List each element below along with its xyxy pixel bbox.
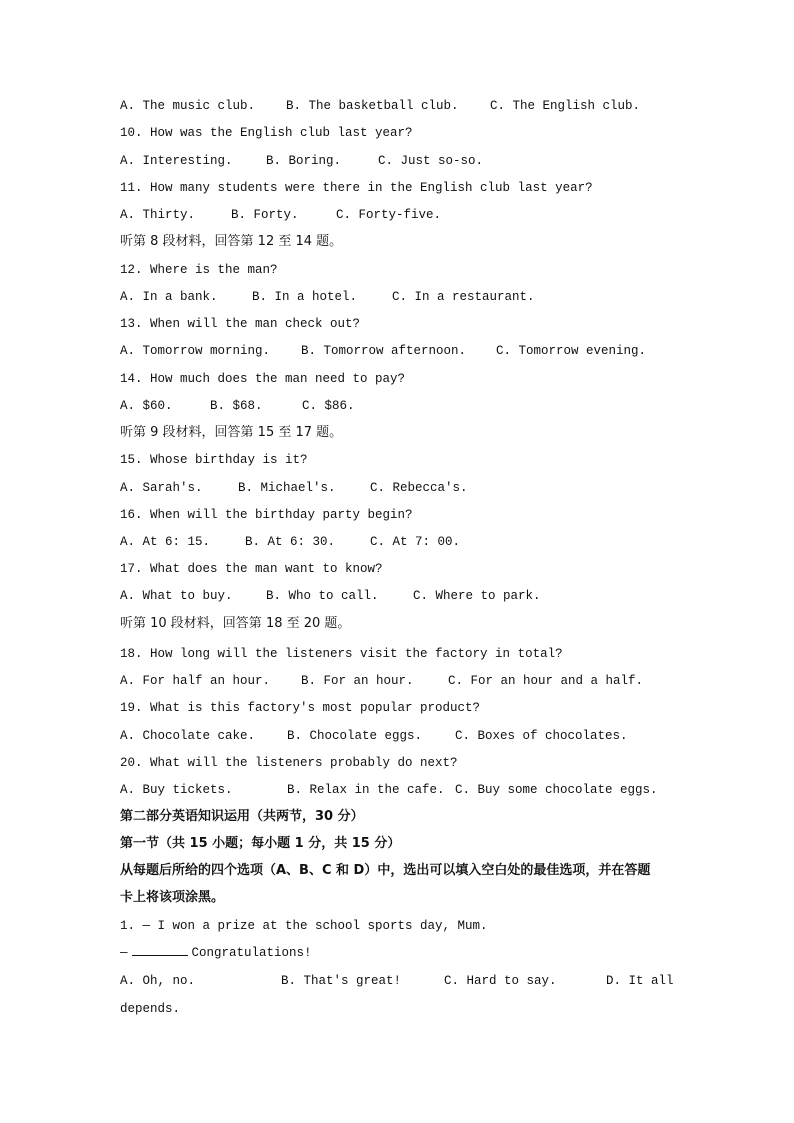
question-text: 19. What is this factory's most popular product?	[120, 701, 481, 715]
option-text: A. $60.	[120, 399, 173, 413]
question-text: 16. When will the birthday party begin?	[120, 508, 413, 522]
option-text: B. Who to call.	[266, 589, 379, 603]
option-text: B. $68.	[210, 399, 263, 413]
question-text: 17. What does the man want to know?	[120, 562, 383, 576]
option-text: C. The English club.	[490, 99, 641, 113]
option-text: B. At 6: 30.	[245, 535, 336, 549]
question-text: 13. When will the man check out?	[120, 317, 361, 331]
option-text: B. Boring.	[266, 154, 342, 168]
option-text: C. Tomorrow evening.	[496, 344, 647, 358]
option-text: B. That's great!	[281, 974, 402, 988]
question-text: 18. How long will the listeners visit the factory in total?	[120, 647, 563, 661]
option-text: C. For an hour and a half.	[448, 674, 644, 688]
question-text: 1. — I won a prize at the school sports day, Mum.	[120, 919, 488, 933]
option-text: B. For an hour.	[301, 674, 414, 688]
option-text: B. Tomorrow afternoon.	[301, 344, 467, 358]
option-text: B. In a hotel.	[252, 290, 358, 304]
option-text: C. Rebecca's.	[370, 481, 468, 495]
option-text: A. The music club.	[120, 99, 256, 113]
option-text: A. For half an hour.	[120, 674, 271, 688]
section-instruction: 第二部分英语知识运用（共两节，30 分）	[120, 809, 364, 824]
answer-blank	[132, 945, 188, 956]
option-text: A. At 6: 15.	[120, 535, 211, 549]
option-text: B. Forty.	[231, 208, 299, 222]
dash: —	[120, 946, 128, 960]
option-text: A. Chocolate cake.	[120, 729, 256, 743]
option-text: B. Relax in the cafe.	[287, 783, 445, 797]
section-instruction: 卡上将该项涂黑。	[120, 890, 225, 905]
section-instruction: 从每题后所给的四个选项（A、B、C 和 D）中，选出可以填入空白处的最佳选项，并在答题	[120, 863, 651, 878]
option-text: A. In a bank.	[120, 290, 218, 304]
option-text: C. In a restaurant.	[392, 290, 535, 304]
question-text: 12. Where is the man?	[120, 263, 278, 277]
option-text: A. Interesting.	[120, 154, 233, 168]
option-text: C. Forty-five.	[336, 208, 442, 222]
option-text: C. At 7: 00.	[370, 535, 461, 549]
dialogue-text: Congratulations!	[191, 946, 312, 960]
option-text: C. Buy some chocolate eggs.	[455, 783, 658, 797]
question-text: depends.	[120, 1002, 181, 1016]
option-text: B. Chocolate eggs.	[287, 729, 423, 743]
dialogue-blank-line	[120, 945, 312, 961]
option-text: C. Hard to say.	[444, 974, 557, 988]
option-text: A. Sarah's.	[120, 481, 203, 495]
option-text: A. Oh, no.	[120, 974, 196, 988]
option-text: A. What to buy.	[120, 589, 233, 603]
option-text: A. Thirty.	[120, 208, 196, 222]
section-instruction: 听第 10 段材料，回答第 18 至 20 题。	[120, 616, 351, 631]
option-text: B. Michael's.	[238, 481, 336, 495]
question-text: 14. How much does the man need to pay?	[120, 372, 406, 386]
question-text: 10. How was the English club last year?	[120, 126, 413, 140]
section-instruction: 听第 9 段材料，回答第 15 至 17 题。	[120, 425, 343, 440]
option-text: C. Just so-so.	[378, 154, 484, 168]
option-text: C. Where to park.	[413, 589, 541, 603]
option-text: B. The basketball club.	[286, 99, 459, 113]
question-text: 15. Whose birthday is it?	[120, 453, 308, 467]
question-text: 11. How many students were there in the English club last year?	[120, 181, 593, 195]
option-text: A. Buy tickets.	[120, 783, 233, 797]
section-instruction: 听第 8 段材料，回答第 12 至 14 题。	[120, 234, 343, 249]
option-text: D. It all	[606, 974, 674, 988]
section-instruction: 第一节（共 15 小题；每小题 1 分，共 15 分）	[120, 836, 401, 851]
option-text: A. Tomorrow morning.	[120, 344, 271, 358]
option-text: C. $86.	[302, 399, 355, 413]
question-text: 20. What will the listeners probably do next?	[120, 756, 458, 770]
option-text: C. Boxes of chocolates.	[455, 729, 628, 743]
